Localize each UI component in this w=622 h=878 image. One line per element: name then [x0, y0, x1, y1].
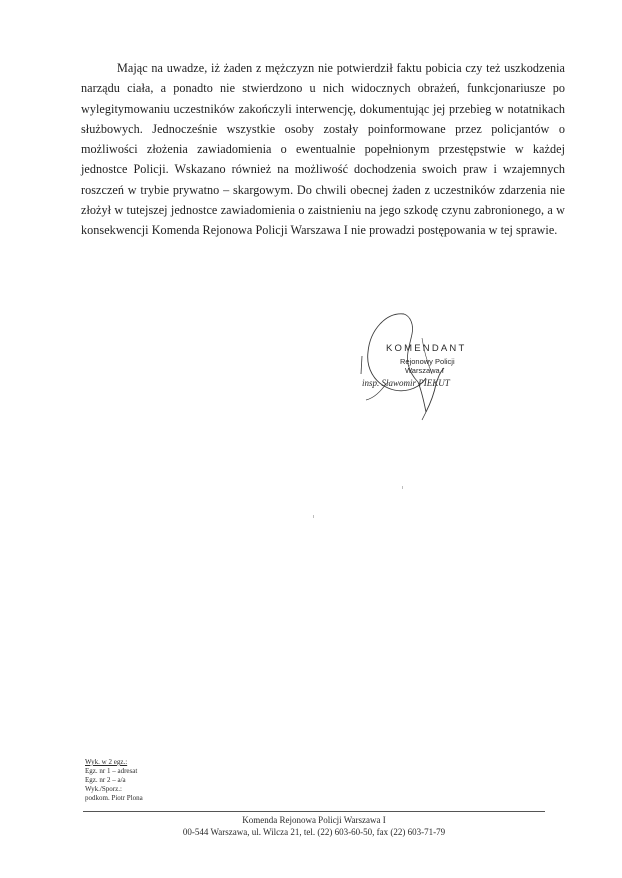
- letter-footer: [83, 814, 545, 838]
- distribution-prepared-label: Wyk./Sporz.:: [85, 785, 122, 793]
- footer-address: 00-544 Warszawa, ul. Wilcza 21, tel. (22) 603-60-50, fax (22) 603-71-79: [182, 827, 446, 837]
- letter-body: [81, 58, 565, 241]
- distribution-heading: Wyk. w 2 egz.:: [85, 758, 128, 766]
- stamp-title: KOMENDANT: [386, 343, 467, 354]
- footer-divider: [83, 811, 545, 812]
- commander-stamp: [352, 308, 502, 428]
- stamp-line-city: Warszawa I: [405, 366, 444, 375]
- footer-organization: Komenda Rejonowa Policji Warszawa I: [242, 815, 386, 825]
- scan-speck: [313, 515, 314, 518]
- distribution-author: podkom. Piotr Plona: [85, 794, 143, 802]
- scan-speck: [402, 486, 403, 489]
- distribution-copy-1: Egz. nr 1 – adresat: [85, 767, 138, 775]
- stamp-signatory: insp. Sławomir PIEKUT: [362, 378, 450, 388]
- distribution-copy-2: Egz. nr 2 – a/a: [85, 776, 126, 784]
- stamp-line-unit: Rejonowy Policji: [400, 357, 455, 366]
- distribution-note: [85, 758, 143, 803]
- body-paragraph: Mając na uwadze, iż żaden z mężczyzn nie potwierdził faktu pobicia czy też uszkodzenia narządu ciała, a ponadto nie stwierdzono u nich widocznych obrażeń, funkcjonariusze po wylegitymowaniu uczestników zakończyli interwencję, dokumentując jej przebieg w notatnikach służbowych. Jednocześnie wszystkie osoby zostały poinformowane przez policjantów o możliwości złożenia zawiadomienia o ewentualnie popełnionym przestępstwie w każdej jednostce Policji. Wskazano również na możliwość dochodzenia swoich praw i wzajemnych roszczeń w trybie prywatno – skargowym. Do chwili obecnej żaden z uczestników zdarzenia nie złożył w tutejszej jednostce zawiadomienia o zaistnieniu na jego szkodę czynu zabronionego, a w konsekwencji Komenda Rejonowa Policji Warszawa I nie prowadzi postępowania w tej sprawie.: [81, 61, 565, 238]
